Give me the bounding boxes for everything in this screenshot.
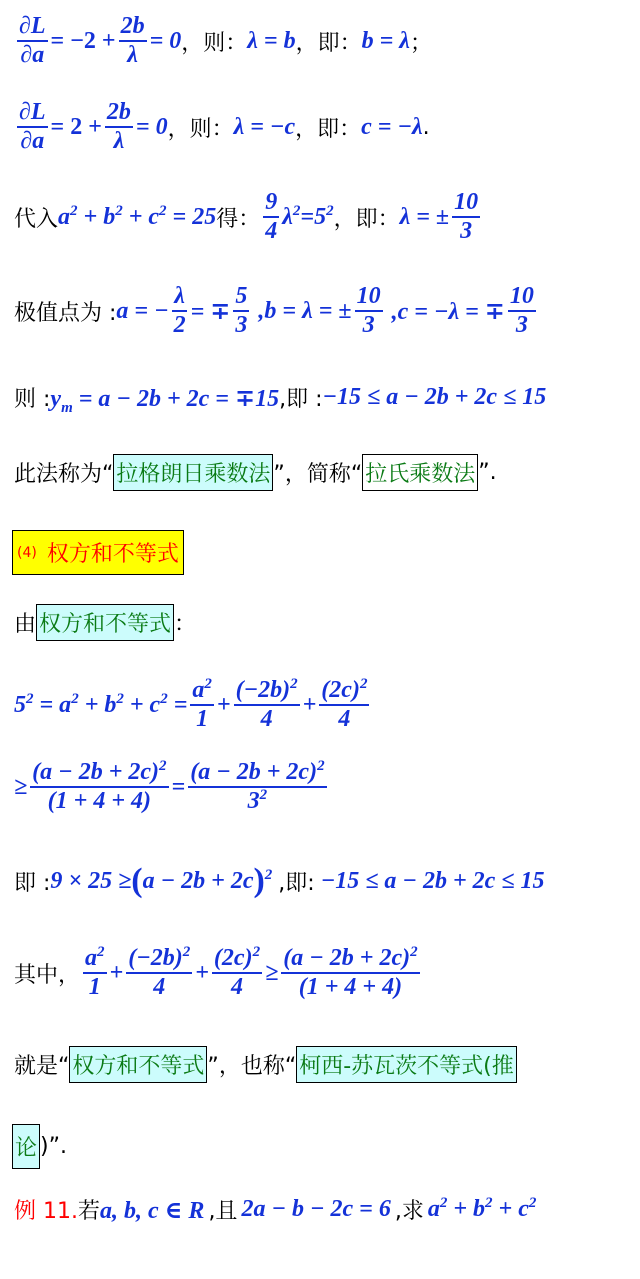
frac-10-3: $\frac{10}{3}$	[454, 189, 479, 245]
term-lagrange-short: 拉氏乘数法	[362, 454, 478, 491]
frac-2b2-4-b: $\frac{(-2b)^2}{4}$	[128, 944, 191, 1001]
line-eq-chain-2: ≥ $\frac{(a - 2b + 2c)^2}{(1 + 4 + 4)}$ = $\frac{(a - 2b + 2c)^2}{3^2}$	[14, 758, 325, 815]
frac-dL-da-2: $\frac{\partial L}{\partial a}$	[19, 99, 46, 155]
line-substitute: 代入 $a^2 + b^2 + c^2 = 25$ 得： $\frac{9}{4}$ $\lambda^2=5^2$ ，即： λ = ± $\frac{10}{3}$	[14, 189, 479, 245]
line-where: 其中， $\frac{a^2}{1}$ + $\frac{(-2b)^2}{4}$ + $\frac{(2c)^2}{4}$ ≥ $\frac{(a - 2b + 2c)^2}{(1 + 4 + 4)}$	[14, 944, 418, 1001]
frac-2b-lambda: $\frac{2b}{\lambda}$	[120, 13, 145, 69]
frac-2c2-4: $\frac{(2c)^2}{4}$	[321, 676, 368, 733]
frac-10-3-b: $\frac{10}{3}$	[356, 283, 381, 339]
frac-dL-da: $\frac{\partial L}{\partial a}$	[19, 13, 46, 69]
frac-2b2-4: $\frac{(-2b)^2}{4}$	[235, 676, 298, 733]
term-lagrange: 拉格朗日乘数法	[113, 454, 273, 491]
frac-sum-over-9: $\frac{(a - 2b + 2c)^2}{(1 + 4 + 4)}$	[32, 758, 167, 815]
line-eq-chain-1: $5^2 = a^2 + b^2 + c^2$ = $\frac{a^2}{1}$ + $\frac{(-2b)^2}{4}$ + $\frac{(2c)^2}{4}$	[14, 676, 368, 733]
frac-2b-lambda-2: $\frac{2b}{\lambda}$	[106, 99, 131, 155]
frac-a2-1-b: $\frac{a^2}{1}$	[85, 944, 105, 1001]
frac-a2-1: $\frac{a^2}{1}$	[192, 676, 212, 733]
line-partial-c: $\frac{\partial L}{\partial a}$ = 2 + $\frac{2b}{\lambda}$ = 0 ，则： λ = −c ，即： c = −λ .	[19, 99, 430, 155]
line-by-inequality: 由 权方和不等式 ：	[14, 604, 196, 641]
line-partial-a: $\frac{\partial L}{\partial a}$ = −2 + $\frac{2b}{\lambda}$ = 0 ，则： λ = b ，即： b = λ ；	[19, 13, 432, 69]
frac-10-3-c: $\frac{10}{3}$	[509, 283, 534, 339]
line-extremum: 极值点为 : a = − $\frac{\lambda}{2}$ = ∓ $\frac{5}{3}$ ,b = λ = ± $\frac{10}{3}$ ,c = −λ = ∓ $\frac{10}{3}$	[14, 283, 534, 339]
line-lagrange-name: 此法称为“ 拉格朗日乘数法 ”，简称“ 拉氏乘数法 ”.	[14, 454, 497, 491]
frac-5-3: $\frac{5}{3}$	[235, 283, 248, 339]
line-example-11: 例 11. 若 a, b, c ∈ R ,且 2a − b − 2c = 6 ,求 $a^2 + b^2 + c^2$	[14, 1195, 537, 1224]
frac-sum-over-9-b: $\frac{(a - 2b + 2c)^2}{(1 + 4 + 4)}$	[283, 944, 418, 1001]
example-label: 例 11.	[14, 1199, 78, 1224]
line-corollary: 论 )”.	[12, 1124, 67, 1169]
term-corollary: 论	[12, 1124, 40, 1169]
term-power-mean: 权方和不等式	[36, 604, 174, 641]
heading-box: (4) 权方和不等式	[12, 530, 184, 575]
term-power-mean-2: 权方和不等式	[69, 1046, 207, 1083]
frac-sum-over-3sq: $\frac{(a - 2b + 2c)^2}{3^2}$	[190, 758, 325, 815]
line-also-called: 就是“ 权方和不等式 ”，也称“ 柯西-苏瓦茨不等式(推	[14, 1046, 517, 1083]
term-cauchy-schwarz: 柯西-苏瓦茨不等式(推	[296, 1046, 517, 1083]
section-heading	[12, 530, 184, 575]
frac-9-4: $\frac{9}{4}$	[265, 189, 278, 245]
line-ym: 则 : $y_m = a - 2b + 2c = \mp 15$ ,即 : −15 ≤ a − 2b + 2c ≤ 15	[14, 384, 547, 416]
frac-2c2-4-b: $\frac{(2c)^2}{4}$	[213, 944, 261, 1001]
frac-lambda-2: $\frac{\lambda}{2}$	[173, 283, 186, 339]
line-9x25: 即 : 9 × 25 ≥ ( a − 2b + 2c ) $^2$ ,即: −15 ≤ a − 2b + 2c ≤ 15	[14, 862, 545, 899]
